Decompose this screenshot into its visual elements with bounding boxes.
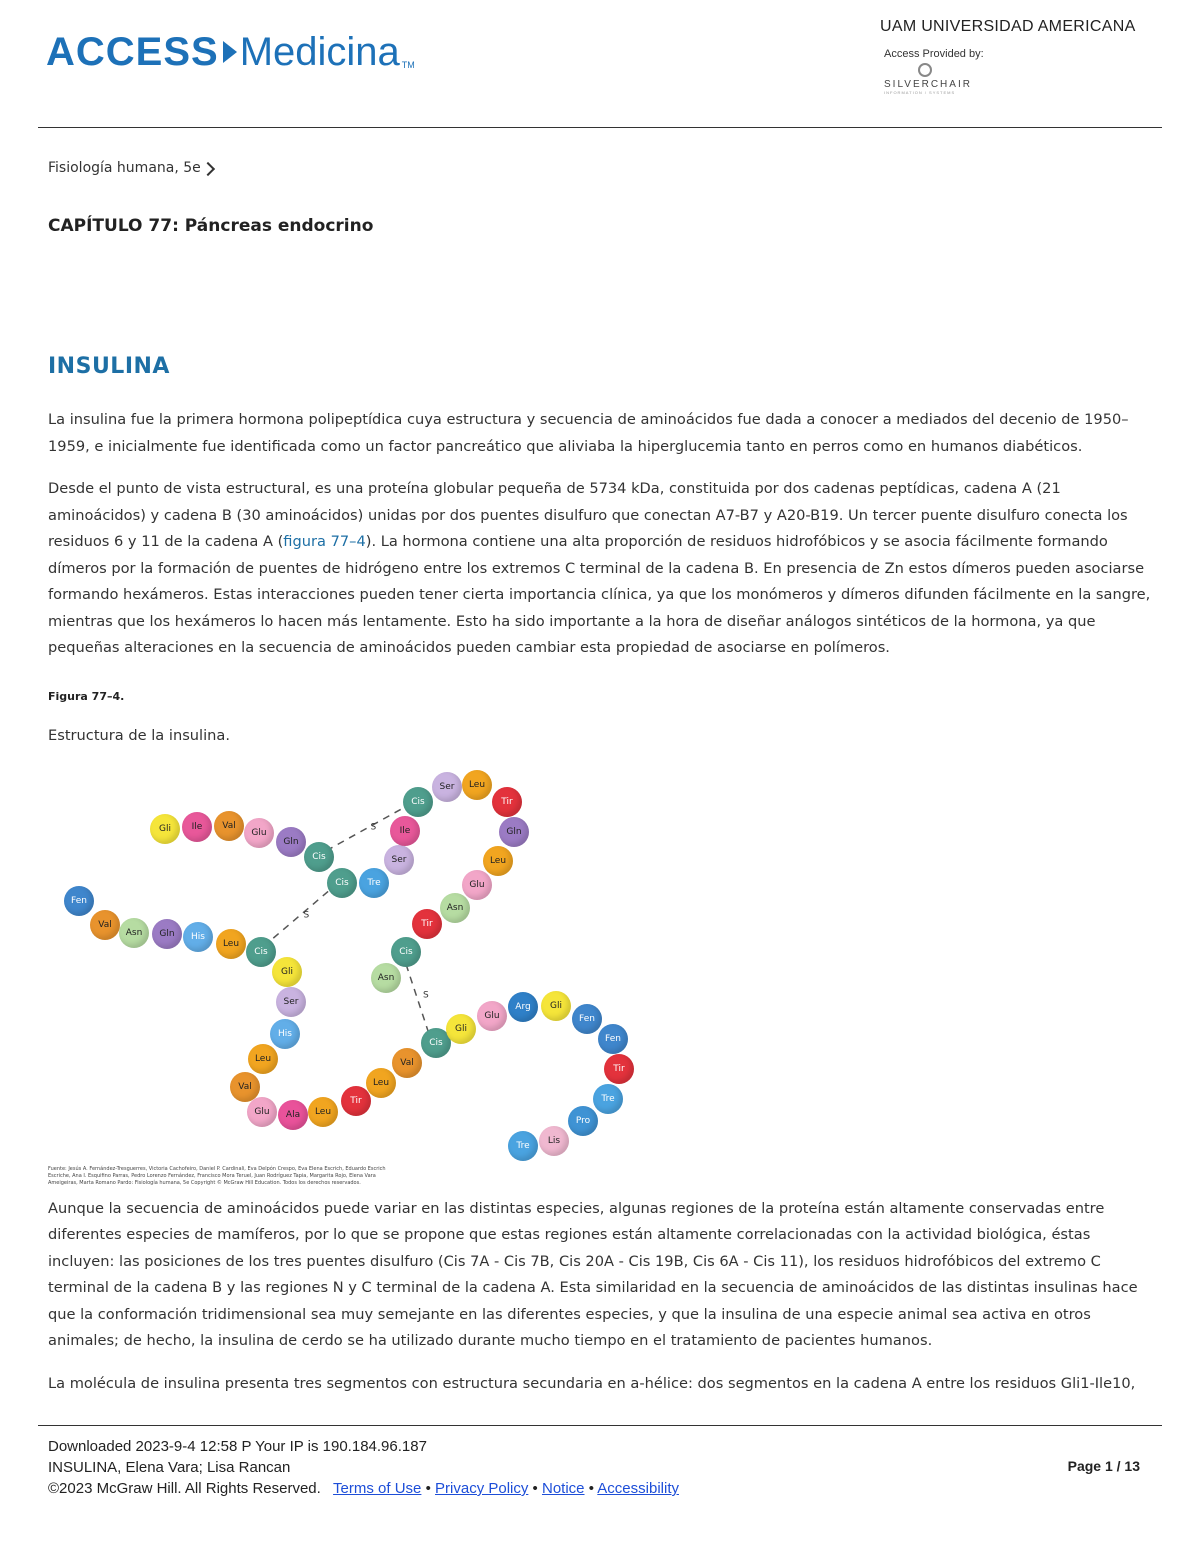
amino-acid-a-14: Tir <box>492 787 522 817</box>
amino-acid-b-22: Arg <box>508 992 538 1022</box>
paragraph-3: Aunque la secuencia de aminoácidos puede variar en las distintas especies, algunas regiones de la proteína están altamente conservadas entre diferentes especies de mamíferos, por lo que se propone que estas regiones están altamente correlacionadas con la actividad biológica, éstas incluyen: las posiciones de los tres puentes disulfuro (Cis 7A - Cis 7B, Cis 20A - Cis 19B, Cis 6A - Cis 11), los residuos hidrofóbicos del extremo C terminal de la cadena B y las regiones N y C terminal de la cadena A. Esta similaridad en la secuencia de aminoácidos de las distintas insulinas hace que la conformación tridimensional sea muy semejante en las diferentes especies, y que la insulina de una especie animal sea activa en otros animales; de hecho, la insulina de cerdo se ha utilizado durante mucho tiempo en el tratamiento de pacientes humanos. <box>48 1199 1138 1349</box>
silverchair-name: SILVERCHAIR <box>884 79 972 90</box>
terms-link[interactable]: Terms of Use <box>333 1480 422 1497</box>
logo-medicina-text: Medicina <box>239 29 400 74</box>
amino-acid-b-23: Gli <box>541 991 571 1021</box>
amino-acid-a-20: Cis <box>391 937 421 967</box>
article-content <box>48 160 1158 1397</box>
provided-by-label: Access Provided by: <box>884 48 984 60</box>
figure-label: Figura 77–4. <box>48 689 125 703</box>
header-divider <box>38 127 1162 128</box>
figure-link[interactable]: figura 77–4 <box>283 533 366 550</box>
figure-credit: Fuente: Jesús A. Fernández-Tresguerres, Victoria Cachofeiro, Daniel P. Cardinali, Eva Delpón Crespo, Eva Elena Escrich, Eduardo Escrich Escriche, Ana I. Esquifino Parras, Pedro Lorenzo Fernández, Francisco Mora Teruel, Juan Rodríguez Tapia, Margarita Rojo, Elena Vara Ameigeiras, Marta Romano Pardo: Fisiología humana, 5e Copyright © McGraw Hill Education. Todos los derechos reservados. <box>48 1165 386 1186</box>
amino-acid-b-9: Ser <box>276 987 306 1017</box>
amino-acid-a-12: Ser <box>432 772 462 802</box>
footer-links <box>48 1478 1158 1499</box>
chapter-title: CAPÍTULO 77: Páncreas endocrino <box>48 216 374 236</box>
figure-caption: Estructura de la insulina. <box>48 726 230 744</box>
amino-acid-a-21: Asn <box>371 963 401 993</box>
bond-label: S <box>423 990 429 1000</box>
amino-acid-a-19: Tir <box>412 909 442 939</box>
amino-acid-a-15: Gln <box>499 817 529 847</box>
page-number: Page 1 / 13 <box>1067 1458 1140 1474</box>
amino-acid-b-3: Asn <box>119 918 149 948</box>
paragraph-4: La molécula de insulina presenta tres segmentos con estructura secundaria en a-hélice: dos segmentos en la cadena A entre los residuos Gli1-Ile10, <box>48 1374 1136 1392</box>
copyright-text: ©2023 McGraw Hill. All Rights Reserved. <box>48 1480 321 1497</box>
bond-label: S <box>370 822 377 832</box>
amino-acid-b-15: Leu <box>308 1097 338 1127</box>
privacy-link[interactable]: Privacy Policy <box>435 1480 529 1497</box>
amino-acid-b-24: Fen <box>572 1004 602 1034</box>
accessibility-link[interactable]: Accessibility <box>597 1480 679 1497</box>
amino-acid-b-16: Tir <box>341 1086 371 1116</box>
silverchair-subtitle: INFORMATION / SYSTEMS <box>884 90 956 95</box>
separator-dot: • <box>532 1480 538 1497</box>
breadcrumb[interactable] <box>48 160 1158 176</box>
amino-acid-b-2: Val <box>90 910 120 940</box>
amino-acid-b-8: Gli <box>272 957 302 987</box>
page-footer <box>48 1436 1158 1499</box>
amino-acid-b-12: Val <box>230 1072 260 1102</box>
separator-dot: • <box>425 1480 431 1497</box>
amino-acid-a-7: Cis <box>327 868 357 898</box>
amino-acid-a-16: Leu <box>483 846 513 876</box>
amino-acid-b-20: Gli <box>446 1014 476 1044</box>
section-title: INSULINA <box>48 354 170 379</box>
paragraph-1: La insulina fue la primera hormona polipeptídica cuya estructura y secuencia de aminoácidos fue dada a conocer a mediados del decenio de 1950–1959, e inicialmente fue identificada como un factor pancreático que aliviaba la hiperglucemia tanto en perros como en humanos diabéticos. <box>48 411 1129 455</box>
breadcrumb-book[interactable]: Fisiología humana, 5e <box>48 160 201 176</box>
logo-access-text: ACCESS <box>46 29 219 74</box>
citation-line: INSULINA, Elena Vara; Lisa Rancan <box>48 1459 291 1476</box>
amino-acid-b-10: His <box>270 1019 300 1049</box>
amino-acid-a-2: Ile <box>182 812 212 842</box>
amino-acid-b-7: Cis <box>246 937 276 967</box>
amino-acid-b-5: His <box>183 922 213 952</box>
amino-acid-a-5: Gln <box>276 827 306 857</box>
amino-acid-a-11: Cis <box>403 787 433 817</box>
amino-acid-a-9: Ser <box>384 845 414 875</box>
amino-acid-b-28: Pro <box>568 1106 598 1136</box>
amino-acid-b-4: Gln <box>152 919 182 949</box>
amino-acid-b-14: Ala <box>278 1100 308 1130</box>
insulin-structure-figure <box>48 754 648 1194</box>
institution-block <box>880 18 1180 95</box>
amino-acid-a-1: Gli <box>150 814 180 844</box>
bond-label: S <box>303 910 310 920</box>
paragraph-2 <box>48 476 1158 662</box>
amino-acid-b-1: Fen <box>64 886 94 916</box>
paragraph-2-start: Desde el punto de vista estructural, es una proteína globular pequeña de 5734 kDa, constituida por dos cadenas peptídicas, cadena A (21 aminoácidos) y cadena B (30 aminoácidos) unidas por dos puentes disulfuro que conectan A7-B7 y A20-B19. Un tercer puente disulfuro conecta los residuos 6 y 11 de la cadena A ( <box>48 480 1128 550</box>
amino-acid-b-18: Val <box>392 1048 422 1078</box>
chevron-right-icon <box>201 161 215 175</box>
paragraph-2-end: ). La hormona contiene una alta proporción de residuos hidrofóbicos y se asocia fácilmente formando dímeros por la formación de puentes de hidrógeno entre los extremos C terminal de la cadena B. En presencia de Zn estos dímeros pueden asociarse formando hexámeros. Estas interacciones pueden tener cierta importancia clínica, ya que los monómeros y dímeros difunden fácilmente en la sangre, mientras que los hexámeros lo hacen más lentamente. Esto ha sido importante a la hora de diseñar análogos sintéticos de la hormona, ya que pequeñas alteraciones en la secuencia de aminoácidos pueden cambiar esta propiedad de asociarse en polímeros. <box>48 533 1151 656</box>
separator-dot: • <box>588 1480 594 1497</box>
amino-acid-a-3: Val <box>214 811 244 841</box>
download-info: Downloaded 2023-9-4 12:58 P Your IP is 190.184.96.187 <box>48 1438 427 1455</box>
footer-divider <box>38 1425 1162 1426</box>
institution-name: UAM UNIVERSIDAD AMERICANA <box>880 18 1136 35</box>
amino-acid-b-21: Glu <box>477 1001 507 1031</box>
silverchair-logo-icon <box>918 63 932 77</box>
amino-acid-a-10: Ile <box>390 816 420 846</box>
logo-arrow-icon <box>223 41 237 63</box>
amino-acid-a-17: Glu <box>462 870 492 900</box>
notice-link[interactable]: Notice <box>541 1480 585 1497</box>
amino-acid-b-6: Leu <box>216 929 246 959</box>
site-header <box>0 0 1200 128</box>
logo-trademark: TM <box>401 60 415 70</box>
amino-acid-b-13: Glu <box>247 1097 277 1127</box>
amino-acid-b-17: Leu <box>366 1068 396 1098</box>
amino-acid-b-19: Cis <box>421 1028 451 1058</box>
amino-acid-b-11: Leu <box>248 1044 278 1074</box>
amino-acid-b-27: Tre <box>593 1084 623 1114</box>
amino-acid-a-13: Leu <box>462 770 492 800</box>
amino-acid-b-26: Tir <box>604 1054 634 1084</box>
amino-acid-b-25: Fen <box>598 1024 628 1054</box>
accessmedicina-logo[interactable] <box>46 22 415 82</box>
amino-acid-a-8: Tre <box>359 868 389 898</box>
amino-acid-b-29: Lis <box>539 1126 569 1156</box>
amino-acid-b-30: Tre <box>508 1131 538 1161</box>
amino-acid-a-6: Cis <box>304 842 334 872</box>
amino-acid-a-4: Glu <box>244 818 274 848</box>
amino-acid-a-18: Asn <box>440 893 470 923</box>
